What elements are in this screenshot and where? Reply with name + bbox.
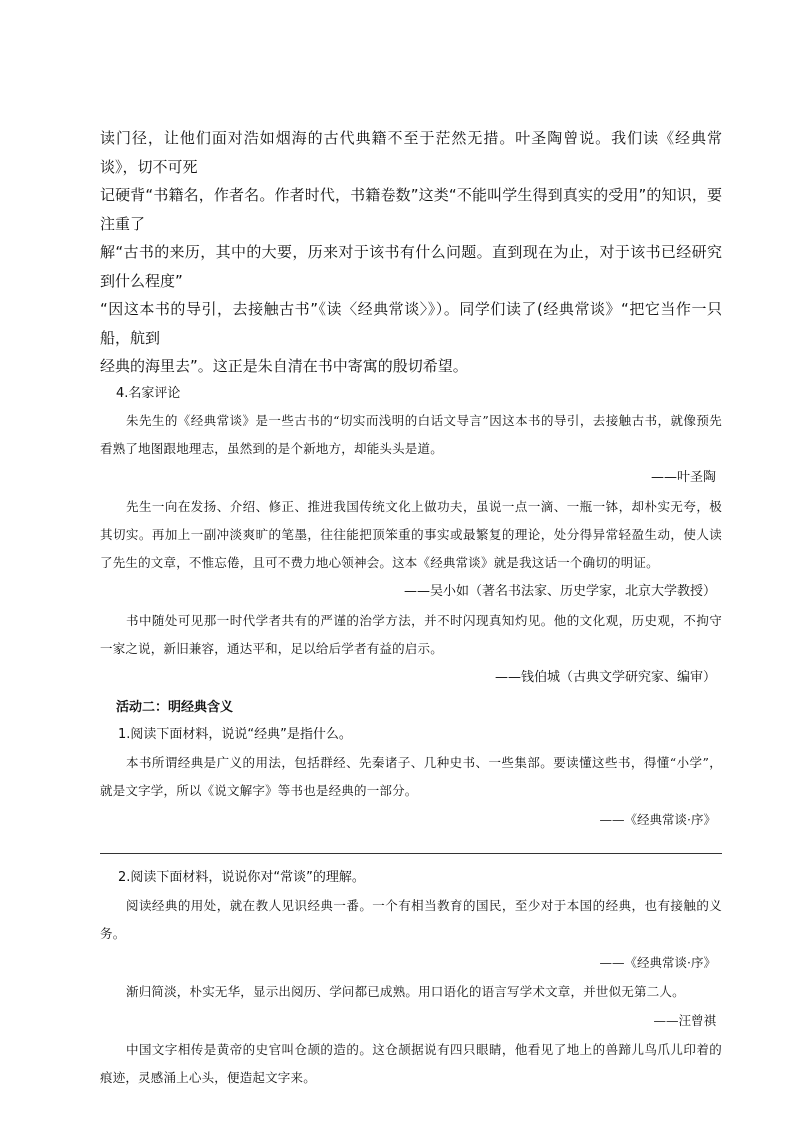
review-text: 朱先生的《经典常谈》是一些古书的“切实而浅明的白话文导言”因这本书的导引，去接触古书，就像预先看熟了地图跟地理志，虽然到的是个新地方，却能头头是道。 — [100, 412, 722, 456]
intro-line: 经典的海里去”。这正是朱自清在书中寄寓的殷切希望。 — [100, 357, 468, 375]
question-2: 2.阅读下面材料，说说你对“常谈”的理解。 — [118, 869, 365, 885]
review-author: ——吴小如（著名书法家、历史学家，北京大学教授） — [403, 583, 716, 599]
question-1: 1.阅读下面材料，说说“经典”是指什么。 — [118, 726, 352, 742]
intro-paragraph — [100, 124, 722, 381]
intro-line: 解“古书的来历，其中的大要，历来对于该书有什么问题。直到现在为止，对于该书已经研究到什么程度” — [100, 243, 722, 290]
review-author: ——叶圣陶 — [650, 469, 716, 485]
material-text: 本书所谓经典是广义的用法，包括群经、先秦诸子、几种史书、一些集部。要读懂这些书，得懂“小学”，就是文字学，所以《说文解字》等书也是经典的一部分。 — [100, 754, 722, 798]
material-text: 中国文字相传是黄帝的史官叫仓颉的造的。这仓颉据说有四只眼睛，他看见了地上的兽蹄儿鸟爪儿印着的痕迹，灵感涌上心头，便造起文字来。 — [100, 1041, 722, 1085]
material-text: 渐归简淡，朴实无华，显示出阅历、学问都已成熟。用口语化的语言写学术文章，并世似无第二人。 — [126, 983, 685, 999]
material-text: 阅读经典的用处，就在教人见识经典一番。一个有相当教育的国民，至少对于本国的经典，也有接触的义务。 — [100, 897, 722, 941]
document-page — [100, 124, 722, 1092]
intro-line: 读门径，让他们面对浩如烟海的古代典籍不至于茫然无措。叶圣陶曾说。我们读《经典常谈》，切不可死 — [100, 129, 722, 176]
section-heading-reviews: 4.名家评论 — [116, 385, 181, 401]
material-source: ——《经典常谈·序》 — [599, 811, 716, 827]
material-source: ——汪曾祺 — [653, 1012, 716, 1028]
material-source: ——《经典常谈·序》 — [599, 954, 716, 970]
intro-line: “因这本书的导引，去接触古书”《读〈经典常谈〉》）。同学们读了(经典常谈》“把它当作一只船，航到 — [100, 300, 722, 347]
intro-line: 记硬背“书籍名，作者名。作者时代，书籍卷数”这类“不能叫学生得到真实的受用”的知识，要注重了 — [100, 186, 722, 233]
review-text: 书中随处可见那一时代学者共有的严谨的治学方法，并不时闪现真知灼见。他的文化观，历史观，不拘守一家之说，新旧兼容，通达平和，足以给后学者有益的启示。 — [100, 612, 722, 656]
activity-heading: 活动二：明经典含义 — [116, 699, 234, 715]
review-text: 先生一向在发扬、介绍、修正、推进我国传统文化上做功夫，虽说一点一滴、一瓶一钵，却朴实无夸，极其切实。再加上一副冲淡爽旷的笔墨，往往能把顶笨重的事实或最繁复的理论，处分得异常轻盈生动，使人读了先生的文章，不惟忘倦，且可不费力地心领神会。这本《经典常谈》就是我这话一个确切的明证。 — [100, 498, 722, 570]
review-author: ——钱伯城（古典文学研究家、编审） — [494, 669, 716, 685]
answer-line — [100, 853, 722, 854]
